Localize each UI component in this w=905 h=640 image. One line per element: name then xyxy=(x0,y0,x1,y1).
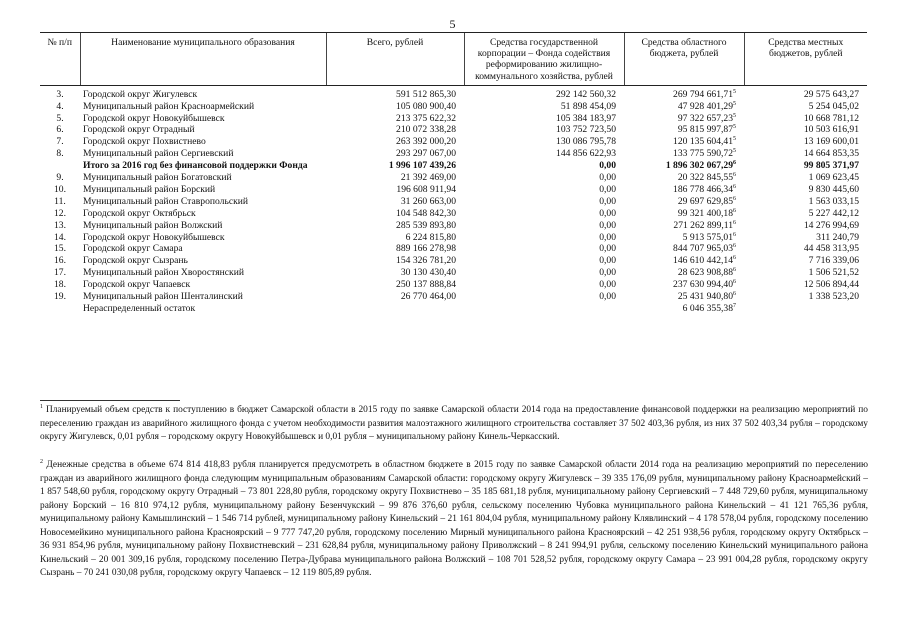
local-amount xyxy=(744,279,867,291)
fund-amount xyxy=(464,160,624,172)
regional-amount xyxy=(624,220,744,232)
fund-amount-text: 51 898 454,09 xyxy=(560,100,616,112)
row-number xyxy=(40,148,80,160)
footnote-ref: 6 xyxy=(733,243,736,250)
local-amount xyxy=(744,303,867,315)
regional-amount-text: 47 928 401,29 xyxy=(677,100,733,112)
row-number-text: 9. xyxy=(56,172,64,184)
table-row xyxy=(40,101,867,113)
fund-amount xyxy=(464,279,624,291)
row-number-text: 19. xyxy=(54,290,66,302)
local-amount xyxy=(744,160,867,172)
fund-amount-text: 0,00 xyxy=(599,160,616,172)
table-row xyxy=(40,124,867,136)
municipality-name-text: Нераспределенный остаток xyxy=(83,302,196,314)
municipality-name xyxy=(80,291,326,303)
row-number xyxy=(40,113,80,125)
municipality-name-text: Итого за 2016 год без финансовой поддержки Фонда xyxy=(83,160,308,172)
local-amount xyxy=(744,172,867,184)
municipality-name-text: Муниципальный район Шенталинский xyxy=(83,290,243,302)
local-amount xyxy=(744,255,867,267)
local-amount-text: 10 503 616,91 xyxy=(803,124,859,136)
total-amount-text: 293 297 067,00 xyxy=(396,148,456,160)
local-amount xyxy=(744,184,867,196)
municipality-name xyxy=(80,124,326,136)
row-number-text: 13. xyxy=(54,219,66,231)
row-number xyxy=(40,101,80,113)
municipality-name-text: Муниципальный район Хворостянский xyxy=(83,267,244,279)
municipality-name-text: Городской округ Жигулевск xyxy=(83,88,198,100)
footnote-mark: 2 xyxy=(40,459,43,465)
fund-amount xyxy=(464,291,624,303)
municipality-name xyxy=(80,232,326,244)
local-amount-text: 14 276 994,69 xyxy=(803,219,859,231)
local-amount-text: 5 227 442,12 xyxy=(808,207,859,219)
col-header-total: Всего, рублей xyxy=(326,33,464,86)
local-amount-text: 1 563 033,15 xyxy=(808,195,859,207)
funding-table xyxy=(40,32,867,315)
fund-amount xyxy=(464,101,624,113)
fund-amount xyxy=(464,172,624,184)
municipality-name xyxy=(80,279,326,291)
local-amount-text: 44 458 313,95 xyxy=(803,243,859,255)
regional-amount xyxy=(624,255,744,267)
table-row xyxy=(40,196,867,208)
local-amount xyxy=(744,136,867,148)
municipality-name xyxy=(80,148,326,160)
regional-amount-text: 269 794 661,71 xyxy=(673,88,733,100)
row-number xyxy=(40,85,80,100)
table-row xyxy=(40,303,867,315)
fund-amount-text: 0,00 xyxy=(599,255,616,267)
row-number xyxy=(40,255,80,267)
fund-amount xyxy=(464,267,624,279)
regional-amount xyxy=(624,267,744,279)
table-body xyxy=(40,85,867,314)
fund-amount xyxy=(464,136,624,148)
local-amount xyxy=(744,113,867,125)
local-amount xyxy=(744,208,867,220)
total-amount xyxy=(326,113,464,125)
col-header-local: Средства местных бюджетов, рублей xyxy=(744,33,867,86)
local-amount-text: 12 506 894,44 xyxy=(803,279,859,291)
regional-amount-text: 28 623 908,88 xyxy=(677,267,733,279)
regional-amount xyxy=(624,184,744,196)
total-amount-text: 105 080 900,40 xyxy=(396,100,456,112)
row-number-text: 12. xyxy=(54,207,66,219)
total-amount xyxy=(326,303,464,315)
footnote-ref: 6 xyxy=(733,231,736,238)
footnote-ref: 6 xyxy=(733,183,736,190)
fund-amount-text: 0,00 xyxy=(599,290,616,302)
footnote-ref: 6 xyxy=(733,290,736,297)
total-amount-text: 6 224 815,80 xyxy=(405,231,456,243)
total-amount xyxy=(326,124,464,136)
total-amount xyxy=(326,255,464,267)
total-amount-text: 285 539 893,80 xyxy=(396,219,456,231)
municipality-name xyxy=(80,113,326,125)
municipality-name xyxy=(80,196,326,208)
total-amount xyxy=(326,196,464,208)
regional-amount-text: 99 321 400,18 xyxy=(677,207,733,219)
page-number: 5 xyxy=(449,17,456,31)
table-row xyxy=(40,136,867,148)
regional-amount-text: 97 322 657,23 xyxy=(677,112,733,124)
local-amount xyxy=(744,232,867,244)
row-number-text: 15. xyxy=(54,243,66,255)
row-number xyxy=(40,124,80,136)
footnote-ref: 5 xyxy=(733,136,736,143)
municipality-name-text: Муниципальный район Борский xyxy=(83,183,216,195)
fund-amount xyxy=(464,220,624,232)
total-amount xyxy=(326,279,464,291)
regional-amount xyxy=(624,113,744,125)
regional-amount-text: 146 610 442,14 xyxy=(673,255,733,267)
row-number-text: 18. xyxy=(54,279,66,291)
row-number xyxy=(40,160,80,172)
col-header-regional: Средства областного бюджета, рублей xyxy=(624,33,744,86)
local-amount-text: 13 169 600,01 xyxy=(803,136,859,148)
regional-amount-text: 120 135 604,41 xyxy=(673,136,733,148)
total-amount-text: 1 996 107 439,26 xyxy=(388,160,456,172)
municipality-name-text: Городской округ Октябрьск xyxy=(83,207,196,219)
local-amount-text: 1 338 523,20 xyxy=(808,290,859,302)
municipality-name-text: Городской округ Похвистнево xyxy=(83,136,206,148)
regional-amount xyxy=(624,172,744,184)
regional-amount-text: 95 815 997,87 xyxy=(677,124,733,136)
total-amount xyxy=(326,267,464,279)
regional-amount xyxy=(624,291,744,303)
total-amount-text: 250 137 888,84 xyxy=(396,279,456,291)
fund-amount-text: 0,00 xyxy=(599,195,616,207)
regional-amount xyxy=(624,136,744,148)
municipality-name-text: Городской округ Самара xyxy=(83,243,183,255)
regional-amount xyxy=(624,148,744,160)
total-amount xyxy=(326,85,464,100)
footnote-mark: 1 xyxy=(40,404,43,410)
regional-amount xyxy=(624,208,744,220)
municipality-name xyxy=(80,255,326,267)
regional-amount-text: 29 697 629,85 xyxy=(677,195,733,207)
footnote-ref: 7 xyxy=(733,302,736,309)
municipality-name-text: Муниципальный район Сергиевский xyxy=(83,148,234,160)
total-amount xyxy=(326,160,464,172)
table-row xyxy=(40,85,867,100)
regional-amount-text: 271 262 899,11 xyxy=(673,219,733,231)
table-header-row xyxy=(40,33,867,86)
local-amount-text: 9 830 445,60 xyxy=(808,183,859,195)
fund-amount-text: 103 752 723,50 xyxy=(556,124,616,136)
total-amount xyxy=(326,184,464,196)
regional-amount xyxy=(624,196,744,208)
footnote-ref: 5 xyxy=(733,112,736,119)
table-row xyxy=(40,232,867,244)
local-amount xyxy=(744,243,867,255)
footnote-ref: 6 xyxy=(733,267,736,274)
fund-amount-text: 0,00 xyxy=(599,183,616,195)
table-row xyxy=(40,243,867,255)
total-amount-text: 210 072 338,28 xyxy=(396,124,456,136)
local-amount-text: 14 664 853,35 xyxy=(803,148,859,160)
row-number-text: 17. xyxy=(54,267,66,279)
row-number xyxy=(40,303,80,315)
regional-amount xyxy=(624,243,744,255)
regional-amount-text: 25 431 940,80 xyxy=(677,290,733,302)
local-amount xyxy=(744,291,867,303)
row-number xyxy=(40,267,80,279)
fund-amount-text: 0,00 xyxy=(599,267,616,279)
table-row xyxy=(40,113,867,125)
fund-amount-text: 0,00 xyxy=(599,172,616,184)
regional-amount xyxy=(624,232,744,244)
municipality-name xyxy=(80,160,326,172)
footnote-text: Планируемый объем средств к поступлению в бюджет Самарской области в 2015 году по заявке Самарской области 2014 года на предоставление финансовой поддержки на реализацию мероприятий по переселению граждан из аварийного жилищного фонда с учетом необходимости развития малоэтажного жилищного строительства составляет 37 502 403,36 рубля, из них 37 502 403,34 рубля – городскому округу Жигулевск, 0,01 рубля – городскому округу Новокуйбышевск и 0,01 рубля – муниципальному району Кинель-Черкасский. xyxy=(40,405,868,442)
fund-amount xyxy=(464,232,624,244)
col-header-fund: Средства государственной корпорации – Фонда содействия реформированию жилищно-коммунального хозяйства, рублей xyxy=(464,33,624,86)
footnote-ref: 6 xyxy=(733,279,736,286)
total-amount-text: 104 548 842,30 xyxy=(396,207,456,219)
local-amount xyxy=(744,85,867,100)
regional-amount-text: 1 896 302 067,29 xyxy=(665,160,733,172)
total-amount-text: 154 326 781,20 xyxy=(396,255,456,267)
local-amount xyxy=(744,220,867,232)
row-number-text: 16. xyxy=(54,255,66,267)
row-number xyxy=(40,208,80,220)
total-amount-text: 196 608 911,94 xyxy=(396,183,456,195)
footnote-2 xyxy=(40,459,868,581)
fund-amount xyxy=(464,303,624,315)
fund-amount xyxy=(464,124,624,136)
local-amount-text: 1 506 521,52 xyxy=(808,267,859,279)
fund-amount-text: 0,00 xyxy=(599,279,616,291)
regional-amount-text: 5 913 575,01 xyxy=(682,231,733,243)
local-amount-text: 99 805 371,97 xyxy=(803,160,859,172)
total-amount xyxy=(326,291,464,303)
local-amount xyxy=(744,196,867,208)
total-amount-text: 26 770 464,00 xyxy=(400,290,456,302)
footnote-ref: 5 xyxy=(733,148,736,155)
total-amount xyxy=(326,220,464,232)
fund-amount xyxy=(464,85,624,100)
municipality-name-text: Муниципальный район Богатовский xyxy=(83,172,232,184)
regional-amount-text: 186 778 466,34 xyxy=(673,183,733,195)
table-row xyxy=(40,148,867,160)
fund-amount-text: 0,00 xyxy=(599,231,616,243)
row-number-text: 4. xyxy=(56,100,64,112)
municipality-name xyxy=(80,267,326,279)
row-number-text: 10. xyxy=(54,183,66,195)
total-amount-text: 31 260 663,00 xyxy=(400,195,456,207)
row-number-text: 6. xyxy=(56,124,64,136)
fund-amount xyxy=(464,184,624,196)
footnote-ref: 6 xyxy=(733,207,736,214)
fund-amount-text: 0,00 xyxy=(599,219,616,231)
fund-amount xyxy=(464,255,624,267)
regional-amount xyxy=(624,124,744,136)
regional-amount-text: 237 630 994,40 xyxy=(673,279,733,291)
col-header-municipality: Наименование муниципального образования xyxy=(80,33,326,86)
row-number xyxy=(40,184,80,196)
row-number-text: 8. xyxy=(56,148,64,160)
local-amount-text: 1 069 623,45 xyxy=(808,172,859,184)
fund-amount xyxy=(464,208,624,220)
regional-amount xyxy=(624,303,744,315)
fund-amount-text: 130 086 795,78 xyxy=(556,136,616,148)
table-row xyxy=(40,267,867,279)
total-amount-text: 30 130 430,40 xyxy=(400,267,456,279)
total-amount-text: 263 392 000,20 xyxy=(396,136,456,148)
total-amount-text: 21 392 469,00 xyxy=(400,172,456,184)
municipality-name-text: Муниципальный район Волжский xyxy=(83,219,223,231)
total-amount xyxy=(326,136,464,148)
regional-amount xyxy=(624,101,744,113)
fund-amount-text: 0,00 xyxy=(599,207,616,219)
regional-amount-text: 20 322 845,55 xyxy=(677,172,733,184)
regional-amount xyxy=(624,85,744,100)
footnote-ref: 5 xyxy=(733,124,736,131)
table-row xyxy=(40,291,867,303)
municipality-name-text: Городской округ Отрадный xyxy=(83,124,195,136)
row-number xyxy=(40,279,80,291)
table-row xyxy=(40,160,867,172)
row-number-text: 7. xyxy=(56,136,64,148)
municipality-name xyxy=(80,85,326,100)
col-header-number: № п/п xyxy=(40,33,80,86)
municipality-name-text: Городской округ Чапаевск xyxy=(83,279,191,291)
local-amount-text: 7 716 339,06 xyxy=(808,255,859,267)
municipality-name xyxy=(80,172,326,184)
municipality-name xyxy=(80,208,326,220)
footnote-text: Денежные средства в объеме 674 814 418,83 рубля планируется предусмотреть в областном бюджете в 2015 году по заявке Самарской области 2014 года на реализацию мероприятий по переселению граждан из аварийного жилищного фонда следующим муниципальным образованиям Самарской области: городскому округу Жигулевск – 39 335 176,09 рубля, муниципальному району Красноармейский – 1 857 548,60 рубля, городскому округу Отрадный – 73 801 228,80 рубля, городскому округу Похвистнево – 35 185 681,18 рубля, муниципальному району Сергиевский – 7 448 729,60 рубля, муниципальному району Борский – 16 810 974,12 рубля, муниципальному району Безенчукский – 99 876 376,60 рубля, сельскому поселению Чубовка муниципального района Кинельский – 41 121 765,36 рубля, муниципальному району Камышлинский – 1 546 714 рублей, муниципальному району Кинельский – 21 161 804,04 рубля, муниципальному району Клявлинский – 4 178 578,04 рубля, городскому поселению Новосемейкино муниципального района Красноярский – 9 777 747,20 рубля, городскому поселению Мирный муниципального района Красноярский – 42 251 938,56 рубля, городскому округу Октябрьск – 36 931 854,96 рубля, муниципальному району Похвистневский – 231 628,84 рубля, муниципальному району Приволжский – 8 241 994,91 рубля, сельскому поселению Кинельский муниципального района Кинельский – 20 001 309,16 рубля, городскому поселению Петра-Дубрава муниципального района Волжский – 108 701 528,52 рубля, городскому округу Самара – 23 991 004,28 рубля, городскому округу Сызрань – 70 241 030,08 рубля, городскому округу Чапаевск – 12 119 805,89 рубля. xyxy=(40,460,868,578)
fund-amount-text: 292 142 560,32 xyxy=(556,88,616,100)
municipality-name xyxy=(80,101,326,113)
row-number-text: 14. xyxy=(54,231,66,243)
fund-amount xyxy=(464,243,624,255)
municipality-name-text: Муниципальный район Ставропольский xyxy=(83,195,249,207)
row-number xyxy=(40,172,80,184)
municipality-name-text: Городской округ Новокуйбышевск xyxy=(83,231,225,243)
local-amount-text: 311 240,79 xyxy=(816,231,859,243)
municipality-name xyxy=(80,243,326,255)
fund-amount xyxy=(464,148,624,160)
total-amount xyxy=(326,232,464,244)
municipality-name-text: Муниципальный район Красноармейский xyxy=(83,100,255,112)
footnote-ref: 5 xyxy=(733,88,736,95)
total-amount xyxy=(326,101,464,113)
local-amount xyxy=(744,124,867,136)
local-amount-text: 29 575 643,27 xyxy=(803,88,859,100)
row-number xyxy=(40,291,80,303)
regional-amount-text: 844 707 965,03 xyxy=(673,243,733,255)
fund-amount-text: 0,00 xyxy=(599,243,616,255)
table-row xyxy=(40,279,867,291)
regional-amount-text: 133 775 590,72 xyxy=(673,148,733,160)
municipality-name-text: Городской округ Новокуйбышевск xyxy=(83,112,225,124)
footnote-ref: 5 xyxy=(733,100,736,107)
fund-amount-text: 144 856 622,93 xyxy=(556,148,616,160)
footnote-ref: 6 xyxy=(733,195,736,202)
total-amount xyxy=(326,172,464,184)
local-amount xyxy=(744,148,867,160)
row-number-text: 11. xyxy=(54,195,66,207)
total-amount xyxy=(326,243,464,255)
table-row xyxy=(40,184,867,196)
footnote-ref: 6 xyxy=(733,160,736,167)
municipality-name xyxy=(80,184,326,196)
municipality-name xyxy=(80,136,326,148)
total-amount-text: 591 512 865,30 xyxy=(396,88,456,100)
footnote-ref: 6 xyxy=(733,172,736,179)
regional-amount xyxy=(624,279,744,291)
footnote-ref: 6 xyxy=(733,219,736,226)
fund-amount xyxy=(464,113,624,125)
total-amount-text: 889 166 278,98 xyxy=(396,243,456,255)
footnote-divider xyxy=(40,400,180,401)
total-amount xyxy=(326,208,464,220)
local-amount xyxy=(744,101,867,113)
table-row xyxy=(40,255,867,267)
regional-amount xyxy=(624,160,744,172)
total-amount xyxy=(326,148,464,160)
fund-amount xyxy=(464,196,624,208)
row-number xyxy=(40,243,80,255)
row-number xyxy=(40,232,80,244)
row-number-text: 3. xyxy=(56,88,64,100)
row-number xyxy=(40,220,80,232)
row-number xyxy=(40,136,80,148)
local-amount-text: 10 668 781,12 xyxy=(803,112,859,124)
row-number xyxy=(40,196,80,208)
table-row xyxy=(40,172,867,184)
total-amount-text: 213 375 622,32 xyxy=(396,112,456,124)
row-number-text: 5. xyxy=(56,112,64,124)
fund-amount-text: 105 384 183,97 xyxy=(556,112,616,124)
local-amount-text: 5 254 045,02 xyxy=(808,100,859,112)
footnote-ref: 6 xyxy=(733,255,736,262)
footnote-1 xyxy=(40,404,868,445)
regional-amount-text: 6 046 355,38 xyxy=(682,302,733,314)
municipality-name xyxy=(80,303,326,315)
municipality-name-text: Городской округ Сызрань xyxy=(83,255,188,267)
local-amount xyxy=(744,267,867,279)
table-row xyxy=(40,220,867,232)
municipality-name xyxy=(80,220,326,232)
table-row xyxy=(40,208,867,220)
